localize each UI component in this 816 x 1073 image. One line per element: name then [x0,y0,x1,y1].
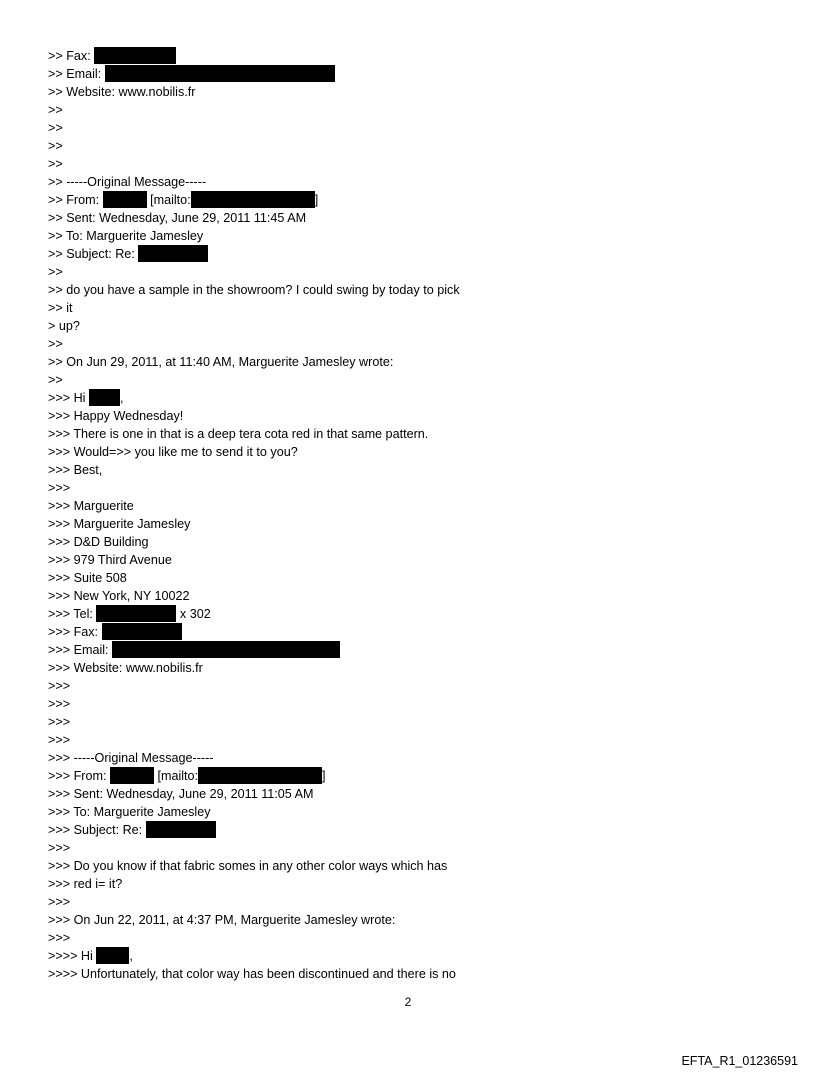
text-line [48,749,460,767]
line-text: >> -----Original Message----- [48,175,207,189]
line-text: >>> [48,931,71,945]
line-text: >> [48,337,63,351]
text-line [48,407,460,425]
line-text: >>> Email: [48,643,113,657]
text-line [48,767,460,785]
line-text: >>> [48,733,71,747]
line-text: >>> Marguerite Jamesley [48,517,191,531]
redaction-block [191,191,315,208]
text-line [48,371,460,389]
line-text: >>> -----Original Message----- [48,751,214,765]
text-line [48,47,460,65]
line-text: x 302 [176,607,211,621]
line-text: >> do you have a sample in the showroom? I could swing by today to pick [48,283,460,297]
line-text: >>> To: Marguerite Jamesley [48,805,211,819]
text-line [48,533,460,551]
document-id: EFTA_R1_01236591 [681,1054,798,1068]
line-text: >>> [48,841,71,855]
text-line [48,929,460,947]
redaction-block [89,389,120,406]
redaction-block [146,821,216,838]
line-text: >> [48,121,63,135]
text-line [48,695,460,713]
redaction-block [198,767,322,784]
line-text: >> [48,157,63,171]
text-line [48,137,460,155]
redaction-block [105,65,335,82]
line-text: >> Subject: Re: [48,247,139,261]
line-text: ] [322,769,326,783]
text-line [48,317,460,335]
line-text: , [129,949,133,963]
line-text: >> Sent: Wednesday, June 29, 2011 11:45 AM [48,211,307,225]
text-line [48,839,460,857]
line-text: >> [48,373,63,387]
line-text: >>> From: [48,769,110,783]
line-text: >>> Website: www.nobilis.fr [48,661,203,675]
text-line [48,101,460,119]
line-text: >>> Fax: [48,625,102,639]
line-text: >>> Happy Wednesday! [48,409,184,423]
text-line [48,479,460,497]
line-text: [mailto: [153,769,199,783]
line-text: [mailto: [146,193,191,207]
text-line [48,803,460,821]
line-text: >> it [48,301,73,315]
text-line [48,353,460,371]
text-line [48,659,460,677]
line-text: > up? [48,319,80,333]
line-text: >>> [48,697,71,711]
line-text: >>> Best, [48,463,103,477]
text-line [48,569,460,587]
line-text: >> Email: [48,67,105,81]
text-line [48,389,460,407]
text-line [48,119,460,137]
line-text: >>> Suite 508 [48,571,127,585]
text-line [48,641,460,659]
text-line [48,821,460,839]
text-line [48,281,460,299]
line-text: >> [48,265,63,279]
line-text: >>> New York, NY 10022 [48,589,190,603]
text-line [48,443,460,461]
line-text: >>> Subject: Re: [48,823,146,837]
text-line [48,731,460,749]
text-line [48,893,460,911]
text-line [48,911,460,929]
text-line [48,497,460,515]
text-line [48,209,460,227]
line-text: >>> [48,715,71,729]
line-text: ] [314,193,319,207]
line-text: >> To: Marguerite Jamesley [48,229,204,243]
text-line [48,245,460,263]
text-line [48,155,460,173]
text-line [48,875,460,893]
text-line [48,713,460,731]
text-line [48,677,460,695]
line-text: >>> Sent: Wednesday, June 29, 2011 11:05 AM [48,787,314,801]
text-line [48,785,460,803]
redaction-block [102,623,182,640]
line-text: >> On Jun 29, 2011, at 11:40 AM, Marguerite Jamesley wrote: [48,355,394,369]
text-line [48,857,460,875]
text-line [48,605,460,623]
text-line [48,227,460,245]
line-text: >>>> Hi [48,949,97,963]
line-text: >> Website: www.nobilis.fr [48,85,196,99]
line-text: >>> Do you know if that fabric somes in any other color ways which has [48,859,448,873]
text-line [48,191,460,209]
text-line [48,587,460,605]
line-text: >>> There is one in that is a deep tera cota red in that same pattern. [48,427,429,441]
line-text: , [119,391,124,405]
line-text: >>> Hi [48,391,89,405]
redaction-block [96,947,129,964]
line-text: >> [48,103,63,117]
text-line [48,299,460,317]
email-thread-body [48,47,460,983]
line-text: >>> 979 Third Avenue [48,553,172,567]
line-text: >>> [48,679,71,693]
text-line [48,335,460,353]
text-line [48,83,460,101]
line-text: >>> On Jun 22, 2011, at 4:37 PM, Marguerite Jamesley wrote: [48,913,396,927]
text-line [48,947,460,965]
text-line [48,551,460,569]
redaction-block [112,641,340,658]
redaction-block [110,767,154,784]
redaction-block [94,47,176,64]
line-text: >>> red i= it? [48,877,123,891]
redaction-block [96,605,176,622]
line-text: >> Fax: [48,49,95,63]
text-line [48,623,460,641]
page-number: 2 [404,995,412,1009]
line-text: >> From: [48,193,103,207]
line-text: >> [48,139,63,153]
line-text: >>> [48,481,71,495]
redaction-block [138,245,208,262]
line-text: >>> [48,895,71,909]
text-line [48,461,460,479]
line-text: >>>> Unfortunately, that color way has been discontinued and there is no [48,967,456,981]
text-line [48,515,460,533]
text-line [48,425,460,443]
redaction-block [103,191,147,208]
line-text: >>> Tel: [48,607,97,621]
line-text: >>> D&D Building [48,535,149,549]
text-line [48,263,460,281]
text-line [48,65,460,83]
line-text: >>> Would=>> you like me to send it to you? [48,445,298,459]
text-line [48,173,460,191]
line-text: >>> Marguerite [48,499,134,513]
text-line [48,965,460,983]
